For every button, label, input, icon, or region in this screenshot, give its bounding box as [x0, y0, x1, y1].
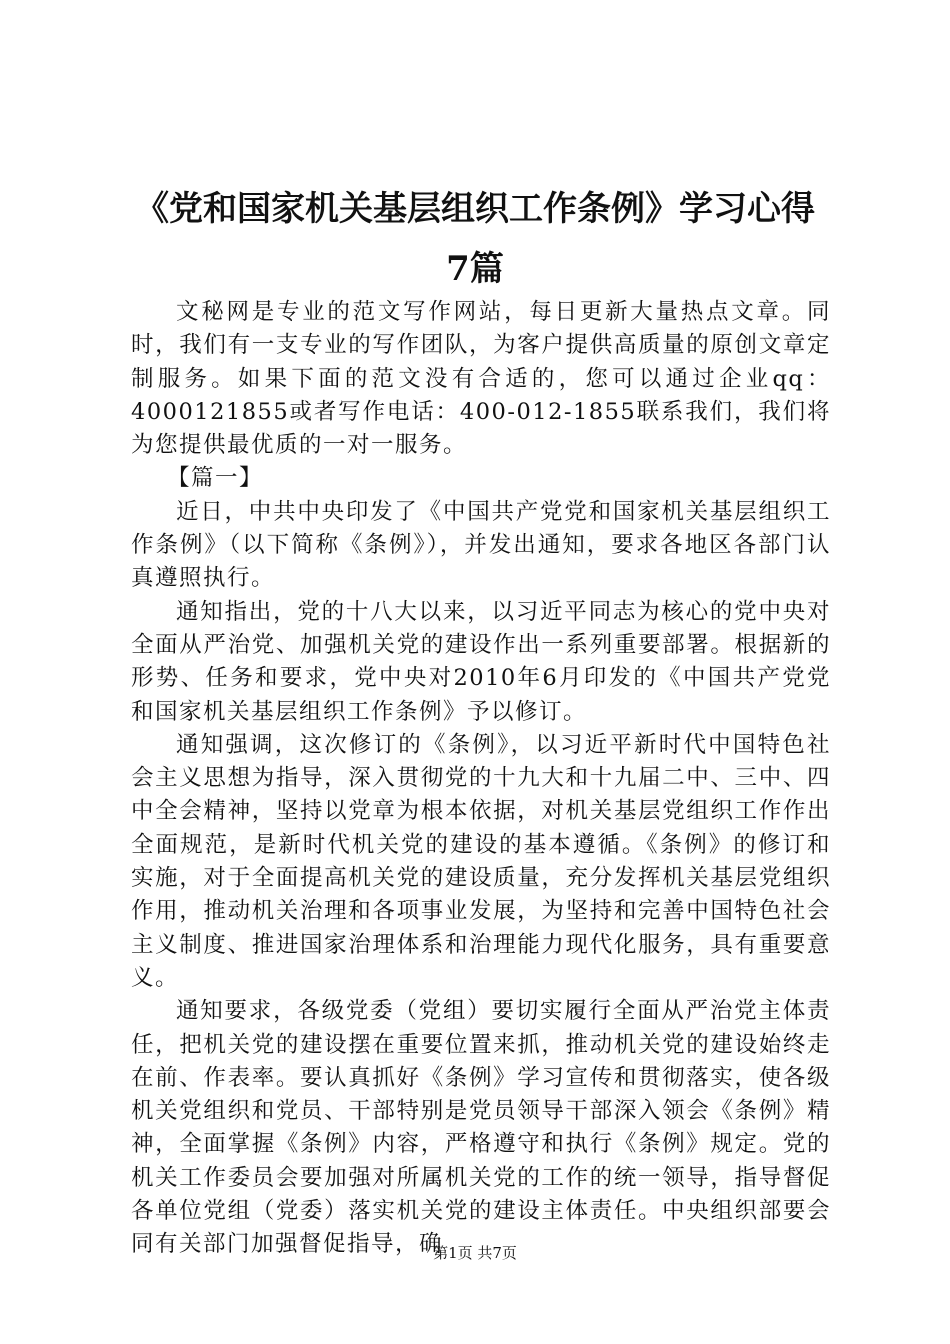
page-footer: 第1页 共7页: [433, 1244, 517, 1262]
body-paragraph: 通知要求，各级党委（党组）要切实履行全面从严治党主体责任，把机关党的建设摆在重要位置来抓，推动机关党的建设始终走在前、作表率。要认真抓好《条例》学习宣传和贯彻落实，使各级机关党组织和党员、干部特别是党员领导干部深入领会《条例》精神，全面掌握《条例》内容，严格遵守和执行《条例》规定。党的机关工作委员会要加强对所属机关党的工作的统一领导，指导督促各单位党组（党委）落实机关党的建设主体责任。中央组织部要会同有关部门加强督促指导，确: [131, 998, 831, 1258]
section-heading: 【篇一】: [167, 465, 264, 492]
intro-paragraph: 文秘网是专业的范文写作网站，每日更新大量热点文章。同时，我们有一支专业的写作团队，为客户提供高质量的原创文章定制服务。如果下面的范文没有合适的，您可以通过企业qq：4000121855或者写作电话：400-012-1855联系我们，我们将为您提供最优质的一对一服务。: [131, 299, 831, 459]
document-title: 《党和国家机关基层组织工作条例》学习心得: [135, 189, 815, 229]
body-paragraph: 近日，中共中央印发了《中国共产党党和国家机关基层组织工作条例》（以下简称《条例》），并发出通知，要求各地区各部门认真遵照执行。: [131, 498, 831, 592]
document-title-continued: 7篇: [446, 249, 504, 289]
document-body: [131, 296, 831, 1262]
body-paragraph: 通知强调，这次修订的《条例》，以习近平新时代中国特色社会主义思想为指导，深入贯彻党的十九大和十九届二中、三中、四中全会精神，坚持以党章为根本依据，对机关基层党组织工作作出全面规范，是新时代机关党的建设的基本遵循。《条例》的修订和实施，对于全面提高机关党的建设质量，充分发挥机关基层党组织作用，推动机关治理和各项事业发展，为坚持和完善中国特色社会主义制度、推进国家治理体系和治理能力现代化服务，具有重要意义。: [131, 731, 831, 991]
body-paragraph: 通知指出，党的十八大以来，以习近平同志为核心的党中央对全面从严治党、加强机关党的建设作出一系列重要部署。根据新的形势、任务和要求，党中央对2010年6月印发的《中国共产党党和国家机关基层组织工作条例》予以修订。: [131, 598, 831, 725]
